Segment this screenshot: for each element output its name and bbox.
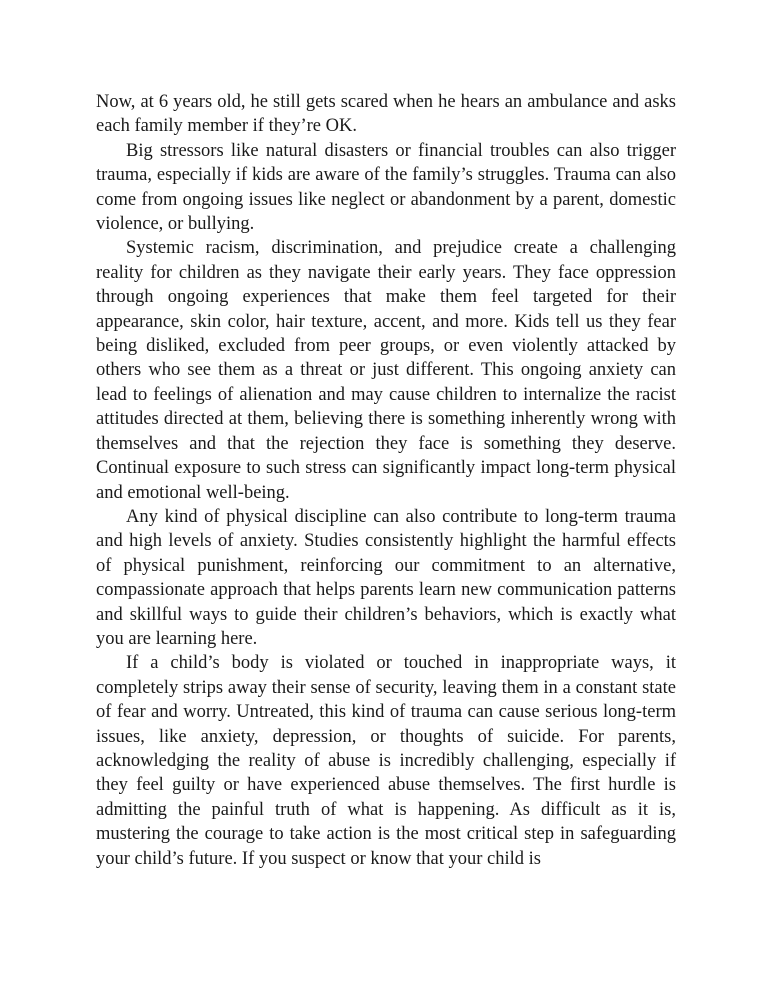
paragraph-physical-discipline: Any kind of physical discipline can also contribute to long-term trauma and high levels of anxiety. Studies consistently highlight the harmful effects of physical punishment, reinforcing our commitment to an alternative, compassionate approach that helps parents learn new communication patterns and skillful ways to guide their children’s behaviors, which is exactly what you are learning here. (96, 506, 676, 649)
paragraph-continued: Now, at 6 years old, he still gets scared when he hears an ambulance and asks each family member if they’re OK. (96, 92, 676, 137)
paragraph-abuse: If a child’s body is violated or touched in inappropriate ways, it completely strips away their sense of security, leaving them in a constant state of fear and worry. Untreated, this kind of trauma can cause serious long-term issues, like anxiety, depression, or thoughts of suicide. For parents, acknowledging the reality of abuse is incredibly challenging, especially if they feel guilty or have experienced abuse themselves. The first hurdle is admitting the painful truth of what is happening. As difficult as it is, mustering the courage to take action is the most critical step in safeguarding your child’s future. If you suspect or know that your child is (96, 653, 676, 869)
page-body (96, 90, 676, 871)
paragraph-stressors: Big stressors like natural disasters or financial troubles can also trigger trauma, especially if kids are aware of the family’s struggles. Trauma can also come from ongoing issues like neglect or abandonment by a parent, domestic violence, or bullying. (96, 140, 676, 235)
paragraph-systemic-racism: Systemic racism, discrimination, and prejudice create a challenging reality for children as they navigate their early years. They face oppression through ongoing experiences that make them feel targeted for their appearance, skin color, hair texture, accent, and more. Kids tell us they fear being disliked, excluded from peer groups, or even violently attacked by others who see them as a threat or just different. This ongoing anxiety can lead to feelings of alienation and may cause children to internalize the racist attitudes directed at them, believing there is something inherently wrong with themselves and that the rejection they face is something they deserve. Continual exposure to such stress can significantly impact long-term physical and emotional well-being. (96, 238, 676, 503)
